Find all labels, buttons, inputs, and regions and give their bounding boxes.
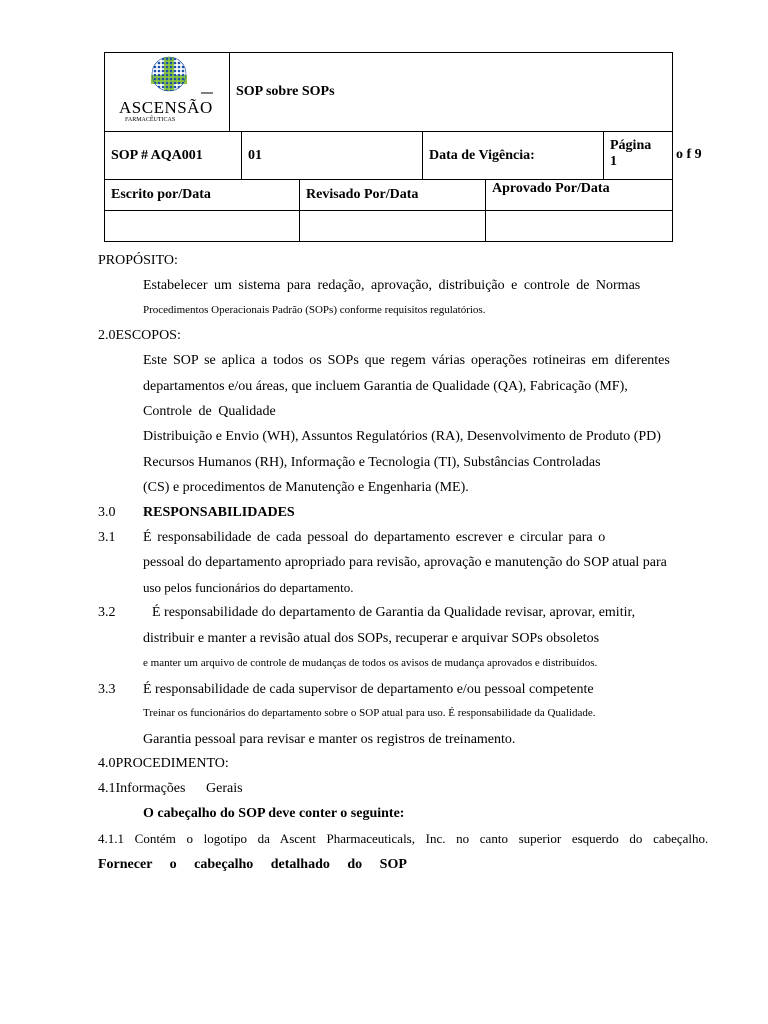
page-label: Página bbox=[610, 138, 652, 153]
scope-text-2: departamentos e/ou áreas, que incluem Garantia de Qualidade (QA), Fabricação (MF), bbox=[143, 379, 628, 394]
reviewed-by-value bbox=[300, 211, 486, 242]
general-info-label-b: Gerais bbox=[206, 781, 243, 796]
responsibilities-heading: RESPONSABILIDADES bbox=[143, 505, 295, 520]
logo-subtext: FARMACÊUTICAS bbox=[125, 117, 176, 123]
section-3-number: 3.0 bbox=[98, 505, 116, 520]
item-3-1-text-2: pessoal do departamento apropriado para revisão, aprovação e manutenção do SOP atual para bbox=[143, 555, 667, 570]
scope-text-4: Distribuição e Envio (WH), Assuntos Regulatórios (RA), Desenvolvimento de Produto (PD) bbox=[143, 429, 661, 444]
approved-by-value bbox=[486, 211, 673, 242]
purpose-text-2: Procedimentos Operacionais Padrão (SOPs) conforme requisitos regulatórios. bbox=[143, 304, 486, 316]
item-3-3-text-1: É responsabilidade de cada supervisor de departamento e/ou pessoal competente bbox=[143, 682, 594, 697]
reviewed-by-label: Revisado Por/Data bbox=[300, 180, 486, 211]
sop-header-table bbox=[104, 52, 702, 242]
procedure-heading: 4.0PROCEDIMENTO: bbox=[98, 756, 229, 771]
item-4-1-1-text: 4.1.1 Contém o logotipo da Ascent Pharmaceuticals, Inc. no canto superior esquerdo do cabeçalho. bbox=[98, 831, 709, 846]
detailed-header-text: Fornecer o cabeçalho detalhado do SOP bbox=[98, 857, 407, 872]
scope-text-3: Controle de Qualidade bbox=[143, 404, 276, 419]
item-3-2-text-2: distribuir e manter a revisão atual dos SOPs, recuperar e arquivar SOPs obsoletos bbox=[143, 631, 600, 646]
scope-heading: 2.0ESCOPOS: bbox=[98, 328, 181, 343]
item-3-3-text-3: Garantia pessoal para revisar e manter os registros de treinamento. bbox=[143, 732, 516, 747]
effective-date-label: Data de Vigência: bbox=[423, 132, 604, 180]
item-3-2-text-3: e manter um arquivo de controle de mudanças de todos os avisos de mudança aprovados e distribuídos. bbox=[143, 657, 598, 669]
purpose-text-1 bbox=[143, 278, 641, 294]
general-info-label-a: 4.1Informações bbox=[98, 781, 186, 796]
item-3-3-text-2: Treinar os funcionários do departamento sobre o SOP atual para uso. É responsabilidade da Qualidade. bbox=[143, 707, 596, 719]
sop-version: 01 bbox=[242, 132, 423, 180]
item-3-3-number: 3.3 bbox=[98, 682, 116, 697]
purpose-text-1-content: Estabelecer um sistema para redação, aprovação, distribuição e controle de Normas bbox=[143, 278, 641, 293]
approved-by-label: Aprovado Por/Data bbox=[486, 180, 673, 211]
scope-text-5: Recursos Humanos (RH), Informação e Tecnologia (TI), Substâncias Controladas bbox=[143, 455, 601, 470]
scope-text-1: Este SOP se aplica a todos os SOPs que regem várias operações rotineiras em diferentes bbox=[143, 353, 670, 368]
scope-text-6: (CS) e procedimentos de Manutenção e Engenharia (ME). bbox=[143, 480, 469, 495]
page-of: o f 9 bbox=[676, 147, 702, 162]
page-cell bbox=[604, 132, 702, 180]
header-contents-heading: O cabeçalho do SOP deve conter o seguinte: bbox=[143, 806, 405, 821]
purpose-heading: PROPÓSITO: bbox=[98, 253, 178, 268]
page-number: 1 bbox=[610, 154, 617, 169]
item-3-2-number: 3.2 bbox=[98, 605, 116, 620]
item-3-1-text-3: uso pelos funcionários do departamento. bbox=[143, 580, 354, 595]
document-title: SOP sobre SOPs bbox=[230, 53, 673, 132]
written-by-value bbox=[105, 211, 300, 242]
item-3-2-text-1: É responsabilidade do departamento de Garantia da Qualidade revisar, aprovar, emitir, bbox=[152, 605, 636, 620]
logo-cell bbox=[105, 53, 230, 132]
item-3-1-text-1: É responsabilidade de cada pessoal do departamento escrever e circular para o bbox=[143, 530, 606, 545]
logo-text: ASCENSÃO bbox=[119, 98, 213, 117]
item-3-1-number: 3.1 bbox=[98, 530, 116, 545]
sop-number: SOP # AQA001 bbox=[105, 132, 242, 180]
written-by-label: Escrito por/Data bbox=[105, 180, 300, 211]
